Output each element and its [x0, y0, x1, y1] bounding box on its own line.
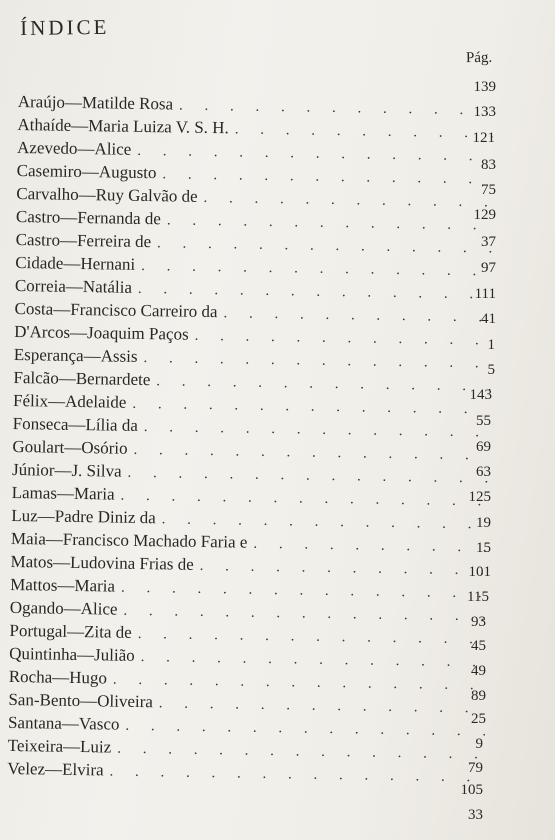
- page-number: 121: [472, 130, 495, 146]
- page-number: 9: [475, 736, 483, 752]
- entry-name: Félix—Adelaide: [12, 390, 127, 412]
- entry-name: Azevedo—Alice: [16, 137, 132, 159]
- entry-name: Costa—Francisco Carreiro da: [14, 298, 218, 322]
- page-number: 33: [468, 807, 483, 823]
- page-number: 63: [476, 464, 491, 480]
- entry-name: San-Bento—Oliveira: [8, 689, 154, 712]
- page-number: 49: [471, 663, 486, 679]
- entry-name: Teixeira—Luiz: [7, 735, 112, 757]
- entry-name: Athaíde—Maria Luiza V. S. H.: [17, 114, 229, 138]
- entry-name: Cidade—Hernani: [15, 252, 136, 274]
- entry-name: Quintinha—Julião: [8, 643, 135, 665]
- page-number: 125: [468, 489, 491, 505]
- entry-name: Mattos—Maria: [10, 574, 116, 596]
- page-number: 1: [487, 337, 495, 353]
- page-number: 69: [476, 439, 491, 455]
- entry-name: Lamas—Maria: [11, 482, 115, 504]
- entry-name: Santana—Vasco: [7, 712, 120, 734]
- page-number: 139: [473, 79, 496, 95]
- entry-name: Ogando—Alice: [9, 597, 118, 619]
- entry-name: Maia—Francisco Machado Faria e: [10, 528, 248, 552]
- page-number: 115: [467, 589, 489, 605]
- page-number: 55: [476, 413, 491, 429]
- entry-name: Fonseca—Lília da: [12, 413, 139, 435]
- entry-name: Correia—Natália: [14, 275, 133, 297]
- page-number: 83: [481, 157, 496, 173]
- page-number: 89: [471, 688, 486, 704]
- entry-name: Castro—Ferreira de: [15, 229, 152, 252]
- page-number: 25: [471, 711, 486, 727]
- entry-name: Falcão—Bernardete: [13, 367, 151, 390]
- entry-name: Júnior—J. Silva: [11, 459, 122, 481]
- entry-name: Portugal—Zita de: [9, 620, 132, 642]
- page-number: 101: [468, 564, 491, 580]
- entry-name: Castro—Fernanda de: [15, 206, 162, 229]
- page-number: 5: [487, 362, 495, 378]
- page-number: 75: [481, 182, 496, 198]
- entry-name: Esperança—Assis: [13, 344, 138, 366]
- entry-name: Luz—Padre Diniz da: [11, 505, 156, 528]
- entry-name: Carvalho—Ruy Galvão de: [16, 183, 198, 206]
- entry-name: Goulart—Osório: [12, 436, 128, 458]
- page-number: 105: [460, 782, 483, 798]
- page-number: 19: [476, 515, 491, 531]
- page-number: 79: [468, 760, 483, 776]
- page-number: 37: [481, 234, 496, 250]
- page-number: 93: [471, 614, 486, 630]
- entry-name: Velez—Elvira: [7, 758, 104, 780]
- entry-name: D'Arcos—Joaquim Paços: [14, 321, 189, 344]
- page-column-header: Pág.: [465, 49, 493, 67]
- page-number: 97: [481, 260, 496, 276]
- page-number: 15: [476, 540, 491, 556]
- entry-name: Rocha—Hugo: [8, 666, 108, 688]
- page-number: 41: [481, 311, 496, 327]
- entry-name: Casemiro—Augusto: [16, 160, 157, 183]
- page-number: 133: [473, 104, 496, 120]
- entry-name: Matos—Ludovina Frias de: [10, 551, 194, 574]
- entry-name: Araújo—Matilde Rosa: [17, 91, 174, 114]
- page-number: 45: [471, 638, 486, 654]
- page-number: 143: [469, 387, 492, 403]
- page-number: 129: [473, 207, 496, 223]
- page-number: 111: [474, 286, 496, 302]
- index-title: ÍNDICE: [20, 14, 110, 40]
